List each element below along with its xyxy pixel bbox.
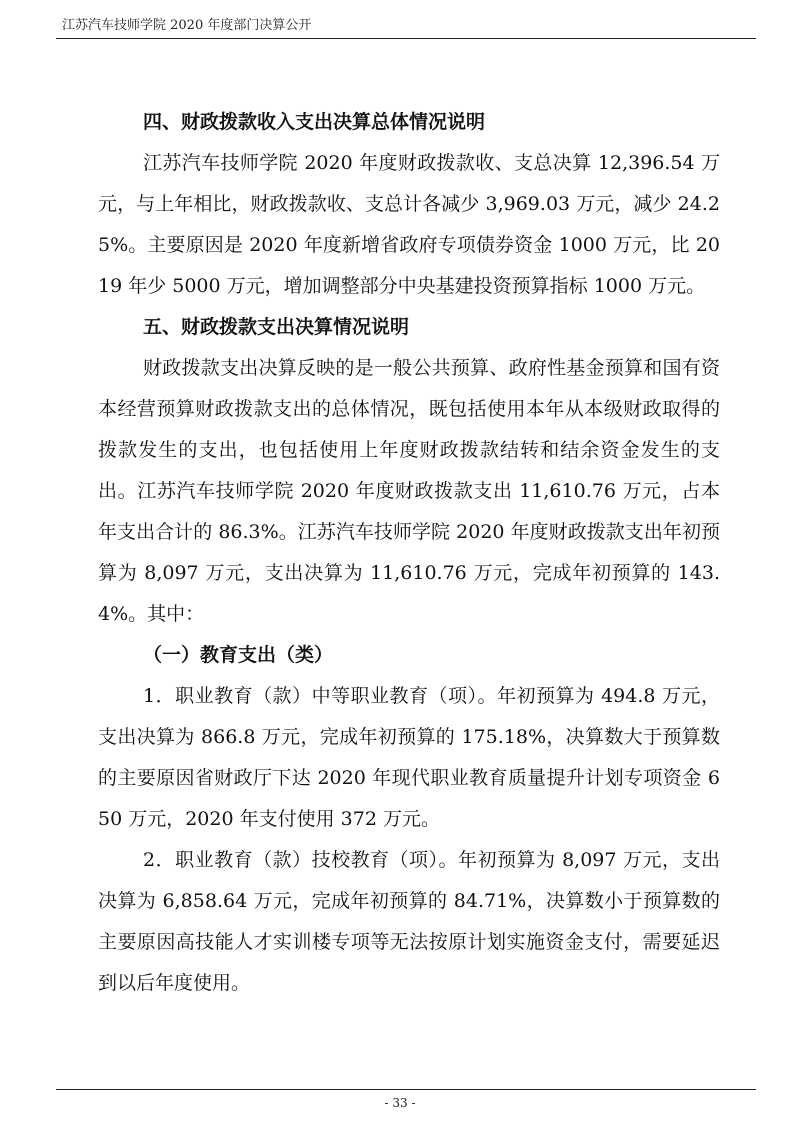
footer-rule — [56, 1089, 756, 1090]
page-number: - 33 - — [384, 1096, 416, 1110]
section-heading-5: 五、财政拨款支出决算情况说明 — [143, 316, 410, 338]
section-heading-4: 四、财政拨款收入支出决算总体情况说明 — [143, 111, 486, 133]
section-4-paragraph-1: 江苏汽车技师学院 2020 年度财政拨款收、支总决算 12,396.54 万元，与上年相比，财政拨款收、支总计各减少 3,969.03 万元，减少 24.25%。主要原因是 2020 年度新增省政府专项债券资金 1000 万元，比 2019 年少 5000 万元，增加调整部分中央基建投资预算指标 1000 万元。 — [98, 152, 720, 297]
education-paragraph-1: 1．职业教育（款）中等职业教育（项）。年初预算为 494.8 万元，支出决算为 866.8 万元，完成年初预算的 175.18%，决算数大于预算数的主要原因省财政厅下达 2020 年现代职业教育质量提升计划专项资金 650 万元，2020 年支付使用 372 万元。 — [98, 685, 720, 830]
document-header: 江苏汽车技师学院 2020 年度部门决算公开 — [62, 18, 312, 33]
subsection-heading-education: （一）教育支出（类） — [143, 644, 334, 666]
document-body — [98, 102, 720, 1004]
header-rule — [56, 38, 756, 39]
education-paragraph-2: 2．职业教育（款）技校教育（项）。年初预算为 8,097 万元，支出决算为 6,858.64 万元，完成年初预算的 84.71%，决算数小于预算数的主要原因高技能人才实训楼专项等无法按原计划实施资金支付，需要延迟到以后年度使用。 — [98, 849, 720, 994]
section-5-paragraph-1: 财政拨款支出决算反映的是一般公共预算、政府性基金预算和国有资本经营预算财政拨款支出的总体情况，既包括使用本年从本级财政取得的拨款发生的支出，也包括使用上年度财政拨款结转和结余资金发生的支出。江苏汽车技师学院 2020 年度财政拨款支出 11,610.76 万元，占本年支出合计的 86.3%。江苏汽车技师学院 2020 年度财政拨款支出年初预算为 8,097 万元，支出决算为 11,610.76 万元，完成年初预算的 143.4%。其中： — [98, 357, 720, 625]
